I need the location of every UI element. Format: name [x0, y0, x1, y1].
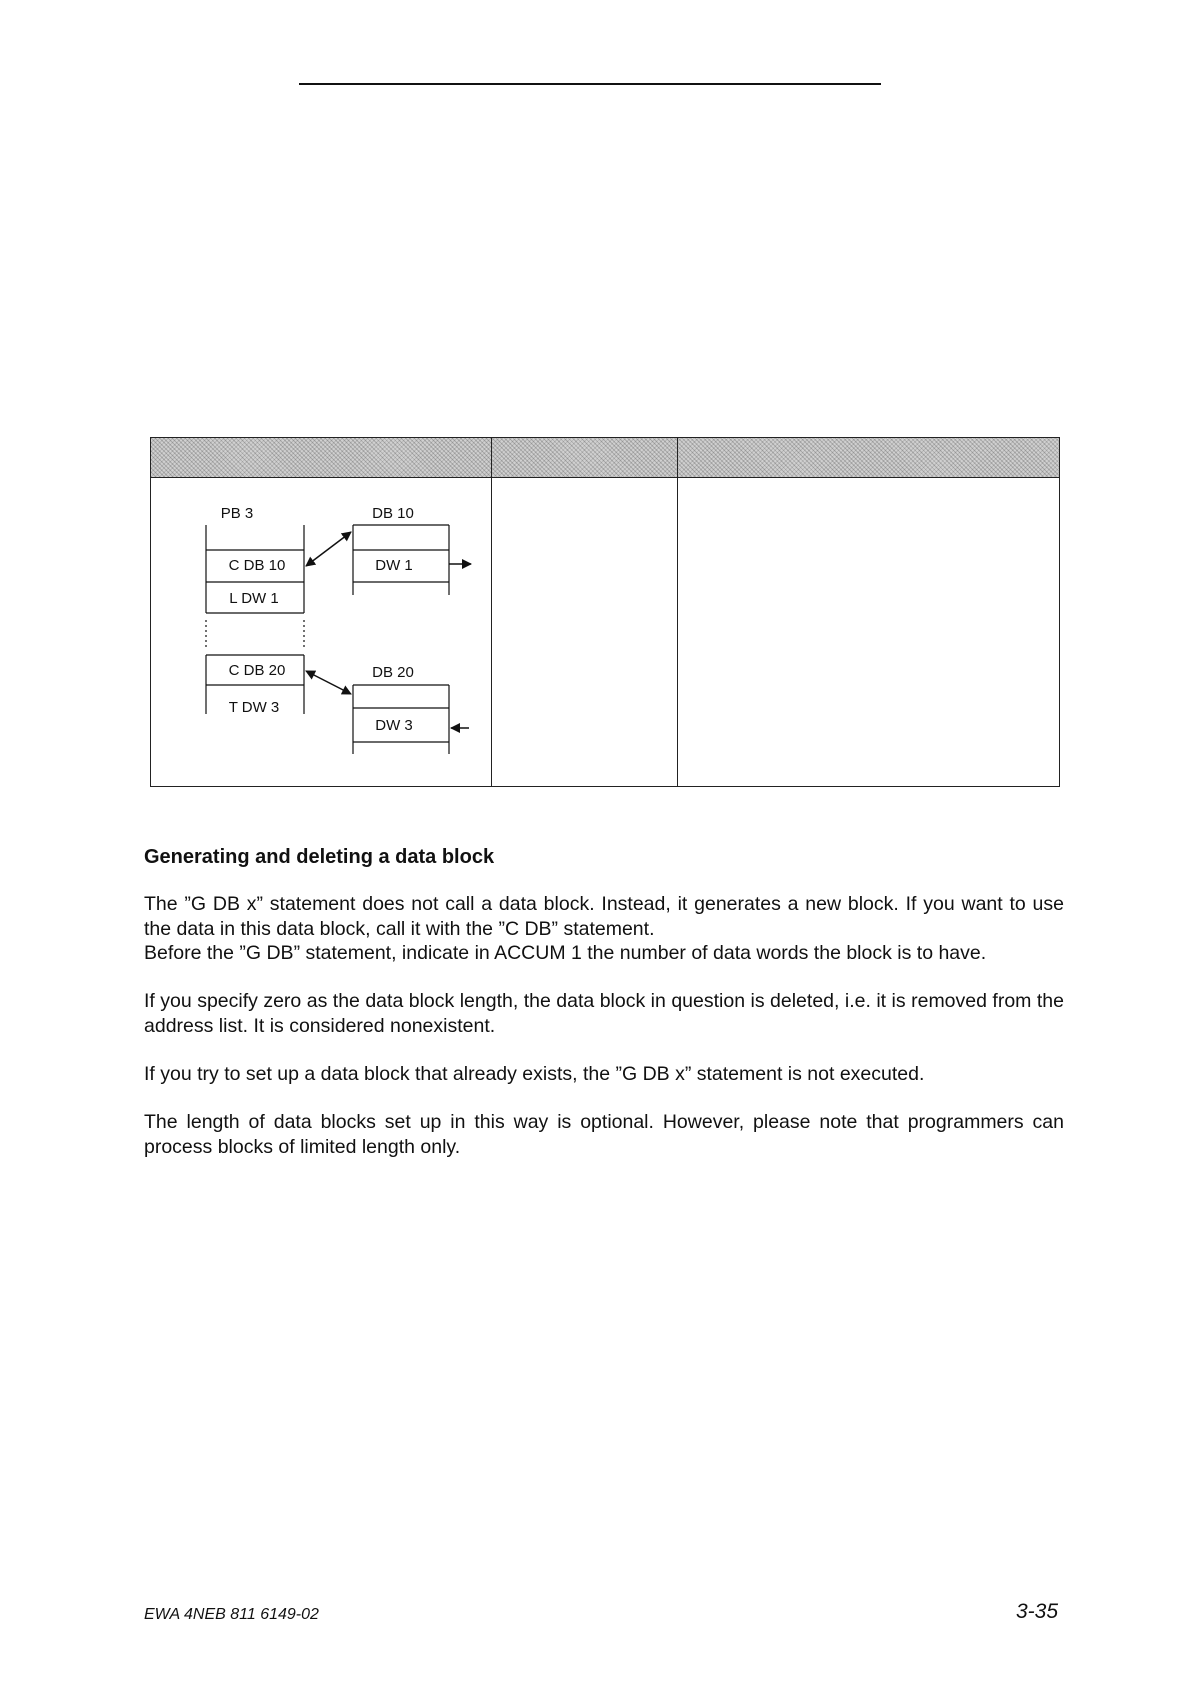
block-call-diagram [151, 478, 491, 786]
pb3-label: PB 3 [220, 505, 254, 522]
paragraph-line: If you specify zero as the data block length, the data block in question is deleted, i.e. it is removed from the address list. It is considered nonexistent. [144, 990, 1064, 1037]
paragraph-line: The length of data blocks set up in this way is optional. However, please note that programmers can process blocks of limited length only. [144, 1111, 1064, 1158]
page-number: 3-35 [1016, 1600, 1059, 1623]
db10-row: DW 1 [375, 557, 413, 574]
section-heading: Generating and deleting a data block [144, 846, 495, 868]
call-db20-arrow [306, 671, 351, 694]
table-column-divider [491, 438, 492, 786]
db20-row: DW 3 [375, 717, 413, 734]
pb3-row: C DB 20 [228, 662, 286, 679]
table-header-cell-3 [678, 438, 1059, 478]
table-header-cell-1 [151, 438, 491, 478]
paragraph [144, 892, 1064, 966]
document-id: EWA 4NEB 811 6149-02 [144, 1606, 319, 1623]
table-column-divider [677, 438, 678, 786]
pb3-row: L DW 1 [229, 590, 279, 607]
pb3-row: T DW 3 [228, 699, 280, 716]
pb3-row: C DB 10 [228, 557, 286, 574]
example-table [150, 437, 1060, 787]
paragraph-line: Before the ”G DB” statement, indicate in ACCUM 1 the number of data words the block is to have. [144, 942, 987, 964]
db20-label: DB 20 [372, 664, 414, 681]
paragraph [144, 1062, 1064, 1087]
call-db10-arrow [306, 532, 351, 566]
paragraph-line: The ”G DB x” statement does not call a data block. Instead, it generates a new block. If you want to use the data in this data block, call it with the ”C DB” statement. [144, 893, 1064, 940]
db10-label: DB 10 [372, 505, 414, 522]
paragraph [144, 1110, 1064, 1159]
paragraph [144, 989, 1064, 1038]
header-rule [299, 83, 881, 85]
paragraph-line: If you try to set up a data block that already exists, the ”G DB x” statement is not executed. [144, 1063, 925, 1085]
table-header-cell-2 [492, 438, 677, 478]
